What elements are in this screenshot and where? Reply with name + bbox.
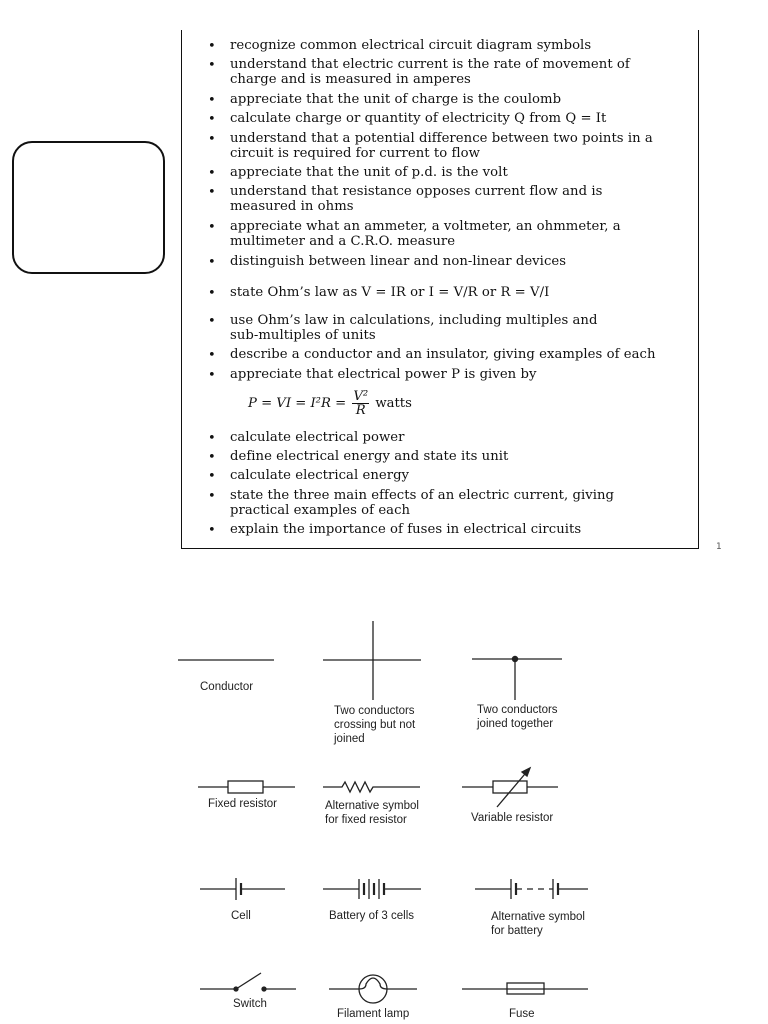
objective-line: appreciate that the unit of charge is the coulomb xyxy=(230,92,562,107)
power-formula xyxy=(248,390,412,417)
circuit-symbols-diagram xyxy=(0,600,768,1024)
label-switch: Switch xyxy=(233,998,267,1010)
bullet: • xyxy=(208,112,216,127)
objective-line: calculate electrical energy xyxy=(230,468,410,483)
bullet: • xyxy=(208,132,216,147)
objective-line: distinguish between linear and non-linear devices xyxy=(230,254,567,269)
label-alt-battery-1: Alternative symbol xyxy=(491,911,585,923)
label-alt-battery-2: for battery xyxy=(491,925,543,937)
bullet: • xyxy=(208,58,216,73)
switch-symbol xyxy=(200,973,296,991)
battery-symbol xyxy=(323,879,421,899)
objective-line: define electrical energy and state its unit xyxy=(230,449,509,464)
objective-line: practical examples of each xyxy=(230,503,411,518)
crossing-symbol xyxy=(323,621,421,700)
fixed-resistor-symbol xyxy=(198,781,295,793)
bullet: • xyxy=(208,450,216,465)
label-alt-fixed-resistor-2: for fixed resistor xyxy=(325,814,407,826)
label-fuse: Fuse xyxy=(509,1008,535,1020)
objective-line: multimeter and a C.R.O. measure xyxy=(230,234,456,249)
ohms-law-line: state Ohm’s law as V = IR or I = V/R or R = V/I xyxy=(230,285,550,300)
filament-lamp-symbol xyxy=(329,975,417,1003)
page-number: 1 xyxy=(716,542,722,552)
bullet: • xyxy=(208,368,216,383)
bullet: • xyxy=(208,431,216,446)
formula-lhs: P = VI = I²R = xyxy=(248,396,347,411)
label-joined-2: joined together xyxy=(477,718,554,730)
label-crossing-2: crossing but not xyxy=(334,719,416,731)
label-crossing-1: Two conductors xyxy=(334,705,415,717)
bullet: • xyxy=(208,314,216,329)
formula-fraction xyxy=(352,390,369,417)
objective-line: sub-multiples of units xyxy=(230,328,376,343)
bullet: • xyxy=(208,166,216,181)
objective-line: charge and is measured in amperes xyxy=(230,72,471,87)
bullet: • xyxy=(208,220,216,235)
bullet: • xyxy=(208,469,216,484)
zigzag-resistor-symbol xyxy=(323,782,420,792)
objective-line: appreciate that the unit of p.d. is the volt xyxy=(230,165,508,180)
bullet: • xyxy=(208,39,216,54)
cell-symbol xyxy=(200,878,285,900)
rounded-box xyxy=(12,141,165,274)
formula-unit: watts xyxy=(375,396,412,411)
objective-line: calculate electrical power xyxy=(230,430,405,445)
label-battery: Battery of 3 cells xyxy=(329,910,415,922)
objective-line: understand that resistance opposes current flow and is xyxy=(230,184,603,199)
objective-line: state the three main effects of an electric current, giving xyxy=(230,488,615,503)
bullet: • xyxy=(208,185,216,200)
bullet: • xyxy=(208,255,216,270)
label-filament-lamp: Filament lamp xyxy=(337,1008,410,1020)
objective-line: understand that a potential difference between two points in a xyxy=(230,131,653,146)
joined-symbol xyxy=(472,656,562,700)
formula-denominator: R xyxy=(355,403,366,418)
objective-line: circuit is required for current to flow xyxy=(230,146,480,161)
bullet: • xyxy=(208,286,216,301)
bullet: • xyxy=(208,348,216,363)
label-cell: Cell xyxy=(231,910,251,922)
objective-line: describe a conductor and an insulator, giving examples of each xyxy=(230,347,656,362)
fuse-symbol xyxy=(462,983,588,994)
objective-line: calculate charge or quantity of electricity Q from Q = It xyxy=(230,111,607,126)
label-joined-1: Two conductors xyxy=(477,704,558,716)
label-crossing-3: joined xyxy=(334,733,365,745)
label-variable-resistor: Variable resistor xyxy=(471,812,554,824)
objective-line: understand that electric current is the rate of movement of xyxy=(230,57,630,72)
objective-line: use Ohm’s law in calculations, including multiples and xyxy=(230,313,598,328)
objective-line: appreciate that electrical power P is given by xyxy=(230,367,537,382)
objective-line: measured in ohms xyxy=(230,199,354,214)
bullet: • xyxy=(208,93,216,108)
objective-line: appreciate what an ammeter, a voltmeter, an ohmmeter, a xyxy=(230,219,621,234)
objective-line: explain the importance of fuses in electrical circuits xyxy=(230,522,582,537)
label-fixed-resistor: Fixed resistor xyxy=(208,798,278,810)
formula-numerator: V² xyxy=(353,389,369,404)
bullet: • xyxy=(208,489,216,504)
label-conductor: Conductor xyxy=(200,681,254,693)
alt-battery-symbol xyxy=(475,879,588,899)
variable-resistor-symbol xyxy=(462,768,558,807)
objective-line: recognize common electrical circuit diagram symbols xyxy=(230,38,592,53)
bullet: • xyxy=(208,523,216,538)
label-alt-fixed-resistor-1: Alternative symbol xyxy=(325,800,419,812)
